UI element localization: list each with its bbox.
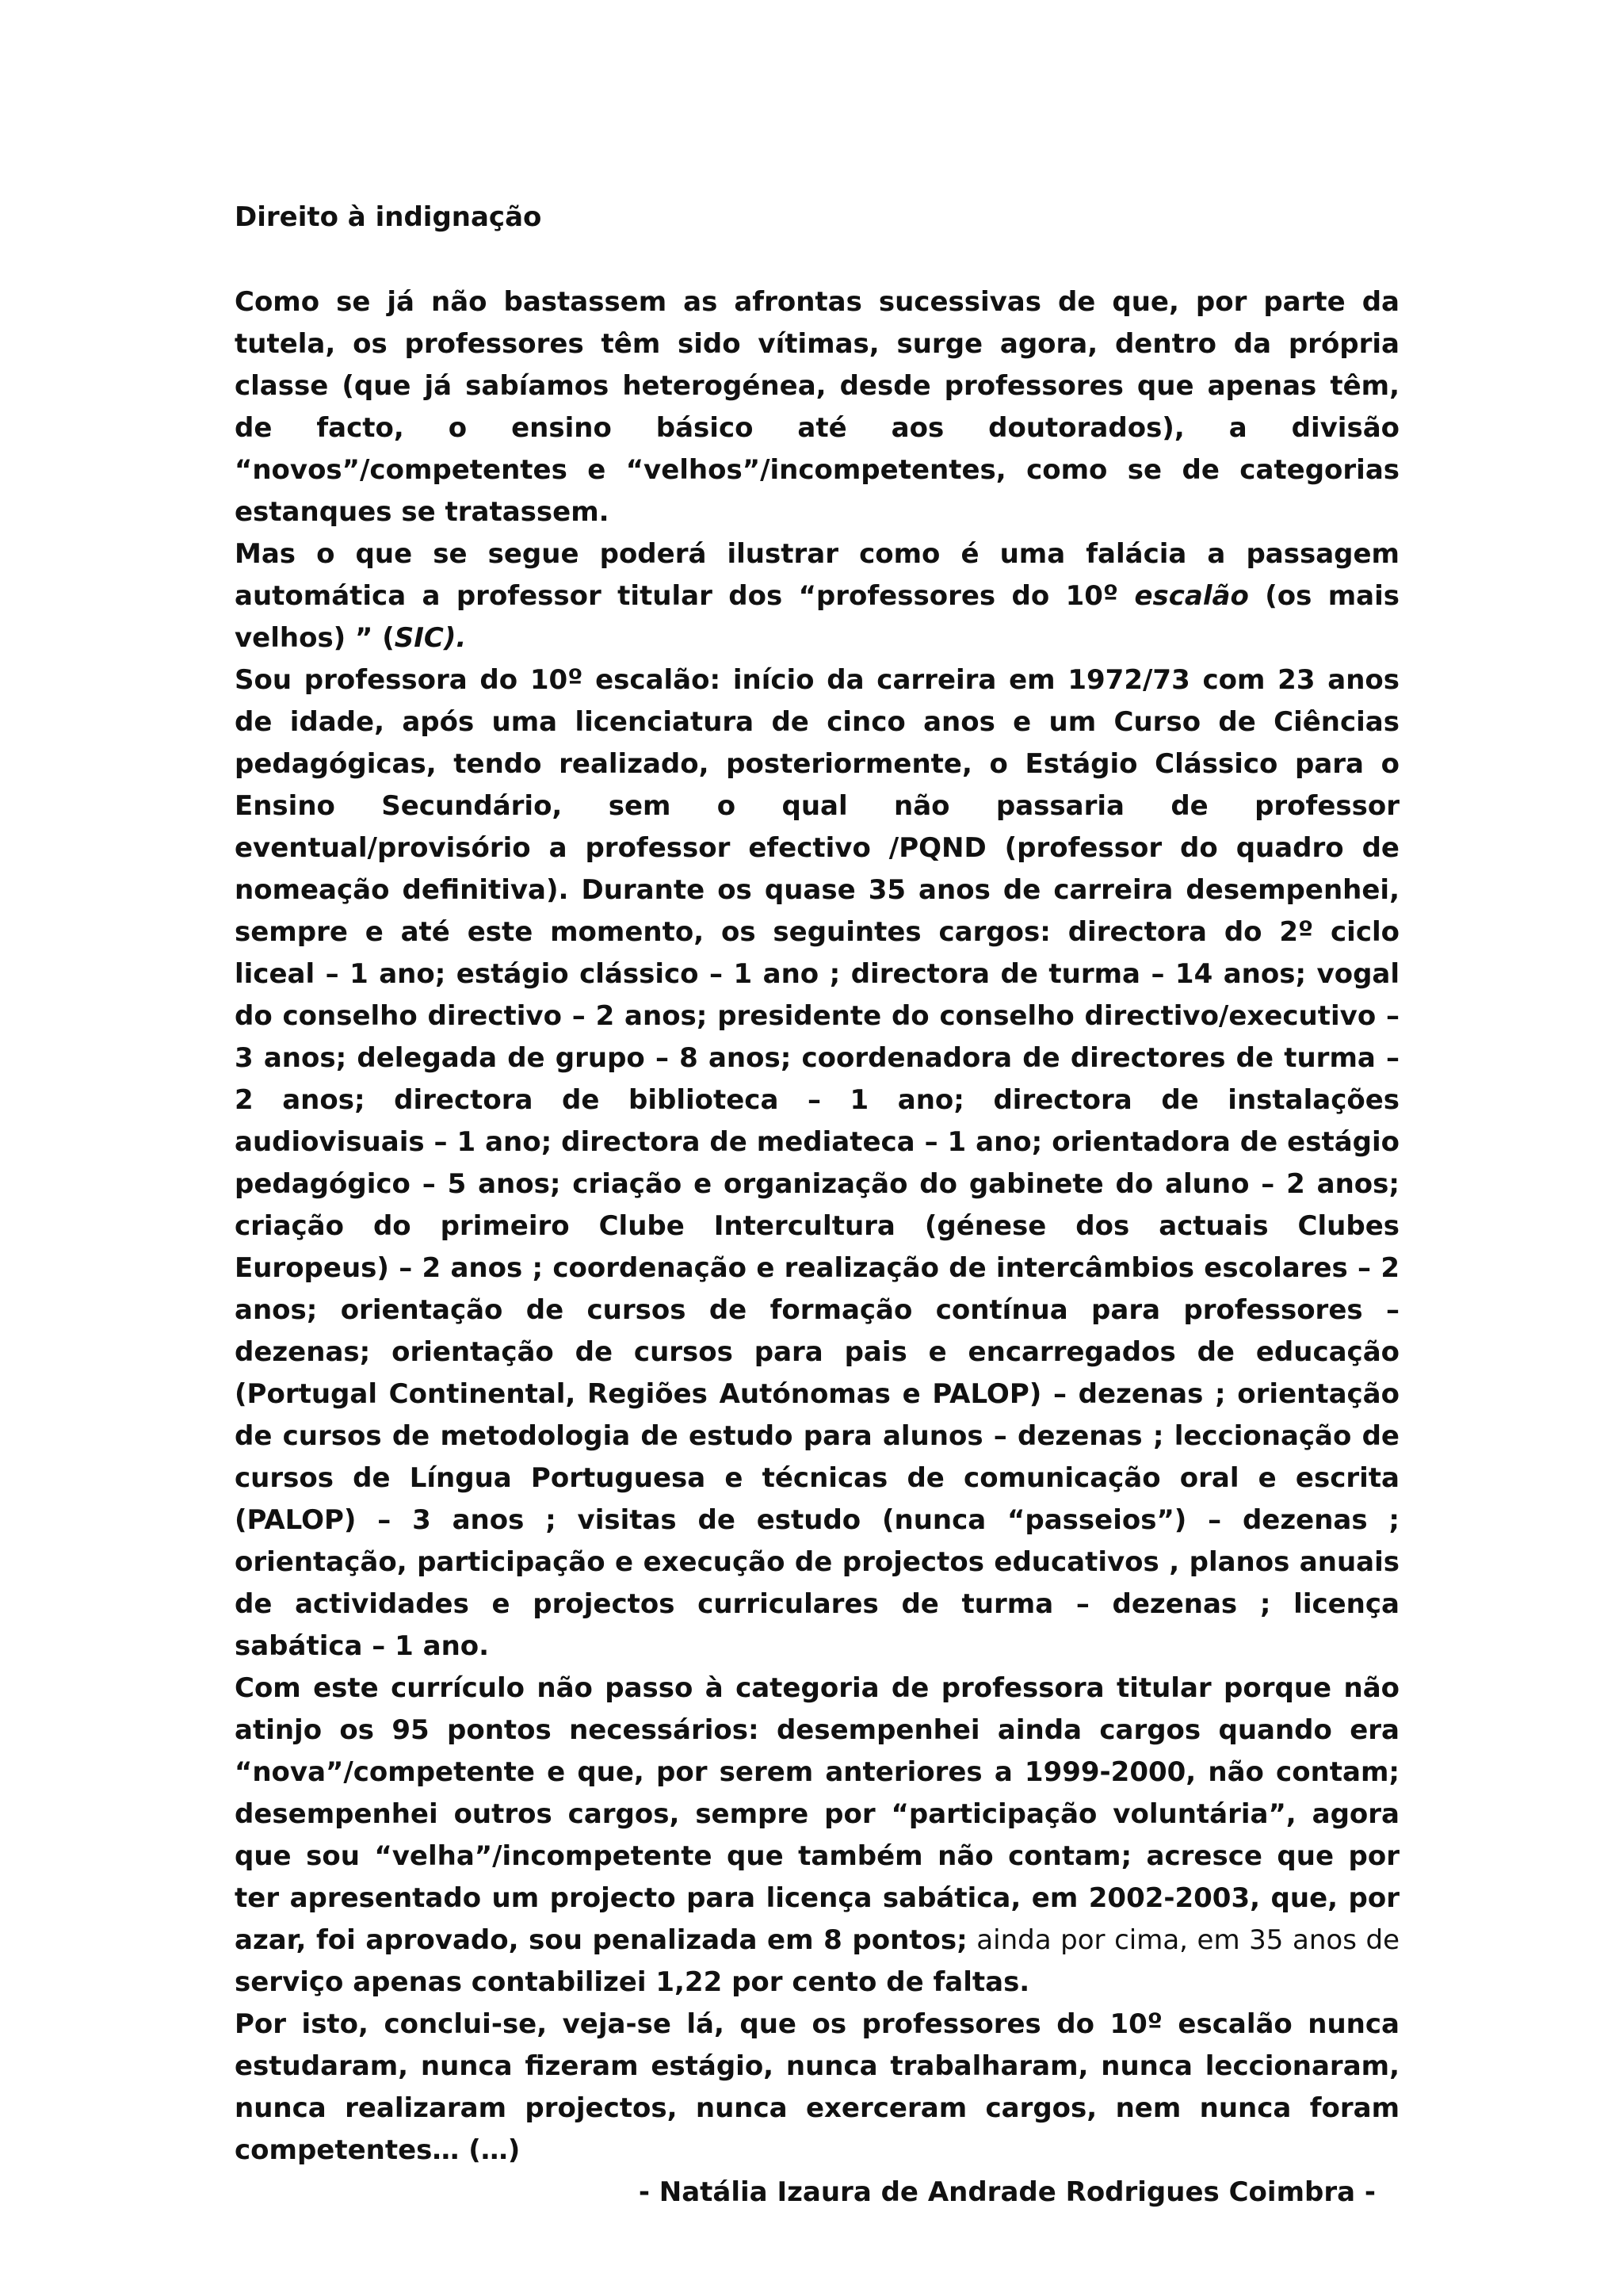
author-signature: - Natália Izaura de Andrade Rodrigues Coimbra - <box>638 2176 1376 2208</box>
paragraph-intro: Como se já não bastassem as afrontas sucessivas de que, por parte da tutela, os professores têm sido vítimas, surge agora, dentro da própria classe (que já sabíamos heterogénea, desde professores que apenas têm, de facto, o ensino básico até aos doutorados), a divisão “novos”/competentes e “velhos”/incompetentes, como se de categorias estanques se tratassem. <box>235 286 1400 528</box>
document-title: Direito à indignação <box>235 201 542 233</box>
paragraph-curriculum-text: Com este currículo não passo à categoria de professora titular porque não atinjo os 95 pontos necessários: desempenhei ainda cargos quando era “nova”/competente e que, por serem anteriores a 1999-2000, não contam; desempenhei outros cargos, sempre por “participação voluntária”, agora que sou “velha”/incompetente que também não contam; acresce que por ter apresentado um projecto para licença sabática, em 2002-2003, que, por azar, foi aprovado, sou penalizada em 8 pontos; <box>235 1672 1400 1956</box>
paragraph-career: Sou professora do 10º escalão: início da carreira em 1972/73 com 23 anos de idade, após uma licenciatura de cinco anos e um Curso de Ciências pedagógicas, tendo realizado, posteriormente, o Estágio Clássico para o Ensino Secundário, sem o qual não passaria de professor eventual/provisório a professor efectivo /PQND (professor do quadro de nomeação definitiva). Durante os quase 35 anos de carreira desempenhei, sempre e até este momento, os seguintes cargos: directora do 2º ciclo liceal – 1 ano; estágio clássico – 1 ano ; directora de turma – 14 anos; vogal do conselho directivo – 2 anos; presidente do conselho directivo/executivo – 3 anos; delegada de grupo – 8 anos; coordenadora de directores de turma – 2 anos; directora de biblioteca – 1 ano; directora de instalações audiovisuais – 1 ano; directora de mediateca – 1 ano; orientadora de estágio pedagógico – 5 anos; criação e organização do gabinete do aluno – 2 anos; criação do primeiro Clube Intercultura (génese dos actuais Clubes Europeus) – 2 anos ; coordenação e realização de intercâmbios escolares – 2 anos; orientação de cursos de formação contínua para professores – dezenas; orientação de cursos para pais e encarregados de educação (Portugal Continental, Regiões Autónomas e PALOP) – dezenas ; orientação de cursos de metodologia de estudo para alunos – dezenas ; leccionação de cursos de Língua Portuguesa e técnicas de comunicação oral e escrita (PALOP) – 3 anos ; visitas de estudo (nunca “passeios”) – dezenas ; orientação, participação e execução de projectos educativos , planos anuais de actividades e projectos curriculares de turma – dezenas ; licença sabática – 1 ano. <box>235 664 1400 1662</box>
italic-escalao: escalão <box>1134 580 1249 612</box>
paragraph-curriculum <box>235 1668 1400 2004</box>
paragraph-curriculum-end: serviço apenas contabilizei 1,22 por cento de faltas. <box>235 1966 1030 1998</box>
paragraph-conclusion: Por isto, conclui-se, veja-se lá, que os professores do 10º escalão nunca estudaram, nunca fizeram estágio, nunca trabalharam, nunca leccionaram, nunca realizaram projectos, nunca exerceram cargos, nem nunca foram competentes… (…) <box>235 2008 1400 2166</box>
italic-sic: SIC). <box>394 622 467 654</box>
paragraph-fallacy-middle: (os mais velhos) ” ( <box>235 580 1400 654</box>
paragraph-fallacy-text: Mas o que se segue poderá ilustrar como é uma falácia a passagem automática a professor titular dos “professores do 10º <box>235 538 1400 612</box>
document-body <box>235 197 1400 2214</box>
paragraph-fallacy <box>235 533 1400 659</box>
paragraph-curriculum-light: ainda por cima, em 35 anos de <box>967 1924 1400 1956</box>
